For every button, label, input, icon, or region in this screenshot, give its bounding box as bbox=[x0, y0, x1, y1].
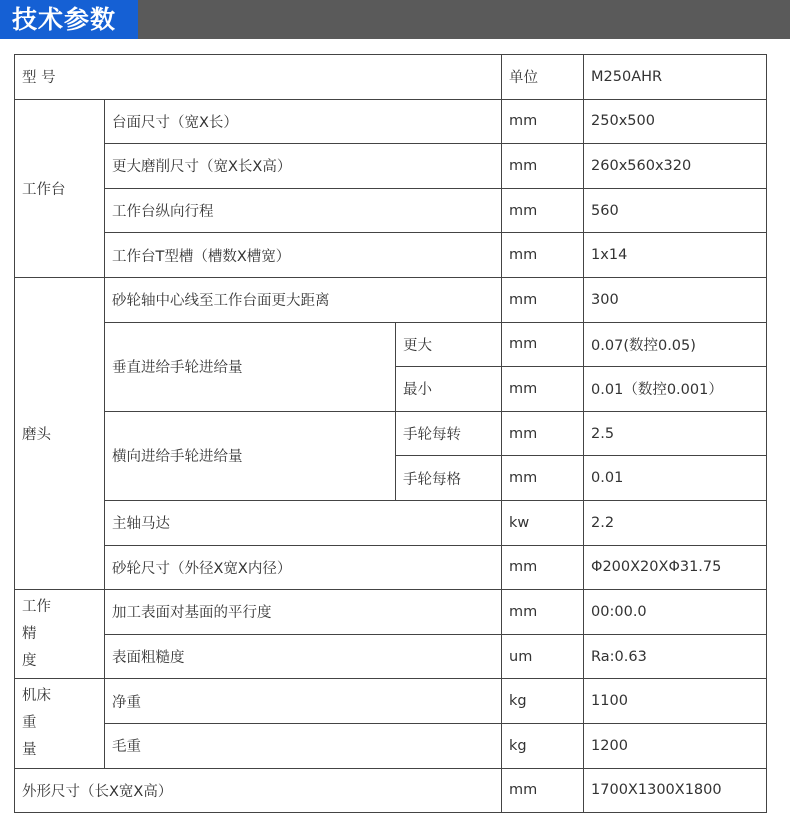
param-label: 净重 bbox=[105, 679, 502, 724]
model-value: M250AHR bbox=[584, 55, 767, 100]
unit-header: 单位 bbox=[502, 55, 584, 100]
param-unit: mm bbox=[502, 411, 584, 456]
param-value: 300 bbox=[584, 277, 767, 322]
param-label: 更大磨削尺寸（宽X长X高） bbox=[105, 144, 502, 189]
table-row bbox=[15, 679, 767, 724]
group-label-precision: 工作精 度 bbox=[15, 590, 105, 679]
param-value: 0.01（数控0.001） bbox=[584, 367, 767, 412]
param-unit: mm bbox=[502, 590, 584, 635]
param-value: 560 bbox=[584, 188, 767, 233]
param-value: 1x14 bbox=[584, 233, 767, 278]
param-unit: kg bbox=[502, 679, 584, 724]
param-unit: mm bbox=[502, 233, 584, 278]
model-label: 型 号 bbox=[15, 55, 502, 100]
param-value: 1200 bbox=[584, 723, 767, 768]
param-unit: kw bbox=[502, 500, 584, 545]
table-row bbox=[15, 768, 767, 813]
param-value: 2.2 bbox=[584, 500, 767, 545]
param-label: 砂轮尺寸（外径X宽X内径） bbox=[105, 545, 502, 590]
param-label: 主轴马达 bbox=[105, 500, 502, 545]
table-row bbox=[15, 500, 767, 545]
param-unit: mm bbox=[502, 144, 584, 189]
param-unit: mm bbox=[502, 277, 584, 322]
table-row bbox=[15, 634, 767, 679]
table-row bbox=[15, 545, 767, 590]
param-unit: mm bbox=[502, 188, 584, 233]
param-label: 横向进给手轮进给量 bbox=[105, 411, 396, 500]
param-label: 台面尺寸（宽X长） bbox=[105, 99, 502, 144]
param-label: 砂轮轴中心线至工作台面更大距离 bbox=[105, 277, 502, 322]
param-unit: mm bbox=[502, 545, 584, 590]
table-row bbox=[15, 144, 767, 189]
param-unit: mm bbox=[502, 99, 584, 144]
table-row bbox=[15, 723, 767, 768]
param-label: 工作台T型槽（槽数X槽宽） bbox=[105, 233, 502, 278]
param-value: 0.07(数控0.05) bbox=[584, 322, 767, 367]
group-label-weight: 机床重 量 bbox=[15, 679, 105, 768]
param-value: 260x560x320 bbox=[584, 144, 767, 189]
param-label: 垂直进给手轮进给量 bbox=[105, 322, 396, 411]
table-header-row bbox=[15, 55, 767, 100]
param-value: Φ200X20XΦ31.75 bbox=[584, 545, 767, 590]
sub-label: 更大 bbox=[396, 322, 502, 367]
table-row bbox=[15, 590, 767, 635]
section-title: 技术参数 bbox=[0, 0, 138, 39]
sub-label: 手轮每转 bbox=[396, 411, 502, 456]
param-value: 1700X1300X1800 bbox=[584, 768, 767, 813]
param-label: 加工表面对基面的平行度 bbox=[105, 590, 502, 635]
table-row bbox=[15, 411, 767, 456]
param-unit: mm bbox=[502, 367, 584, 412]
param-unit: kg bbox=[502, 723, 584, 768]
param-label: 外形尺寸（长X宽X高） bbox=[15, 768, 502, 813]
group-label-head: 磨头 bbox=[15, 277, 105, 589]
table-row bbox=[15, 233, 767, 278]
param-value: 00:00.0 bbox=[584, 590, 767, 635]
table-row bbox=[15, 188, 767, 233]
table-row bbox=[15, 99, 767, 144]
sub-label: 最小 bbox=[396, 367, 502, 412]
param-unit: mm bbox=[502, 768, 584, 813]
param-value: 2.5 bbox=[584, 411, 767, 456]
param-value: Ra:0.63 bbox=[584, 634, 767, 679]
spec-table bbox=[14, 54, 767, 813]
param-value: 1100 bbox=[584, 679, 767, 724]
sub-label: 手轮每格 bbox=[396, 456, 502, 501]
param-unit: mm bbox=[502, 322, 584, 367]
table-row bbox=[15, 322, 767, 367]
param-label: 毛重 bbox=[105, 723, 502, 768]
param-value: 250x500 bbox=[584, 99, 767, 144]
param-label: 表面粗糙度 bbox=[105, 634, 502, 679]
param-value: 0.01 bbox=[584, 456, 767, 501]
table-row bbox=[15, 277, 767, 322]
param-unit: um bbox=[502, 634, 584, 679]
group-label-table: 工作台 bbox=[15, 99, 105, 277]
param-unit: mm bbox=[502, 456, 584, 501]
param-label: 工作台纵向行程 bbox=[105, 188, 502, 233]
